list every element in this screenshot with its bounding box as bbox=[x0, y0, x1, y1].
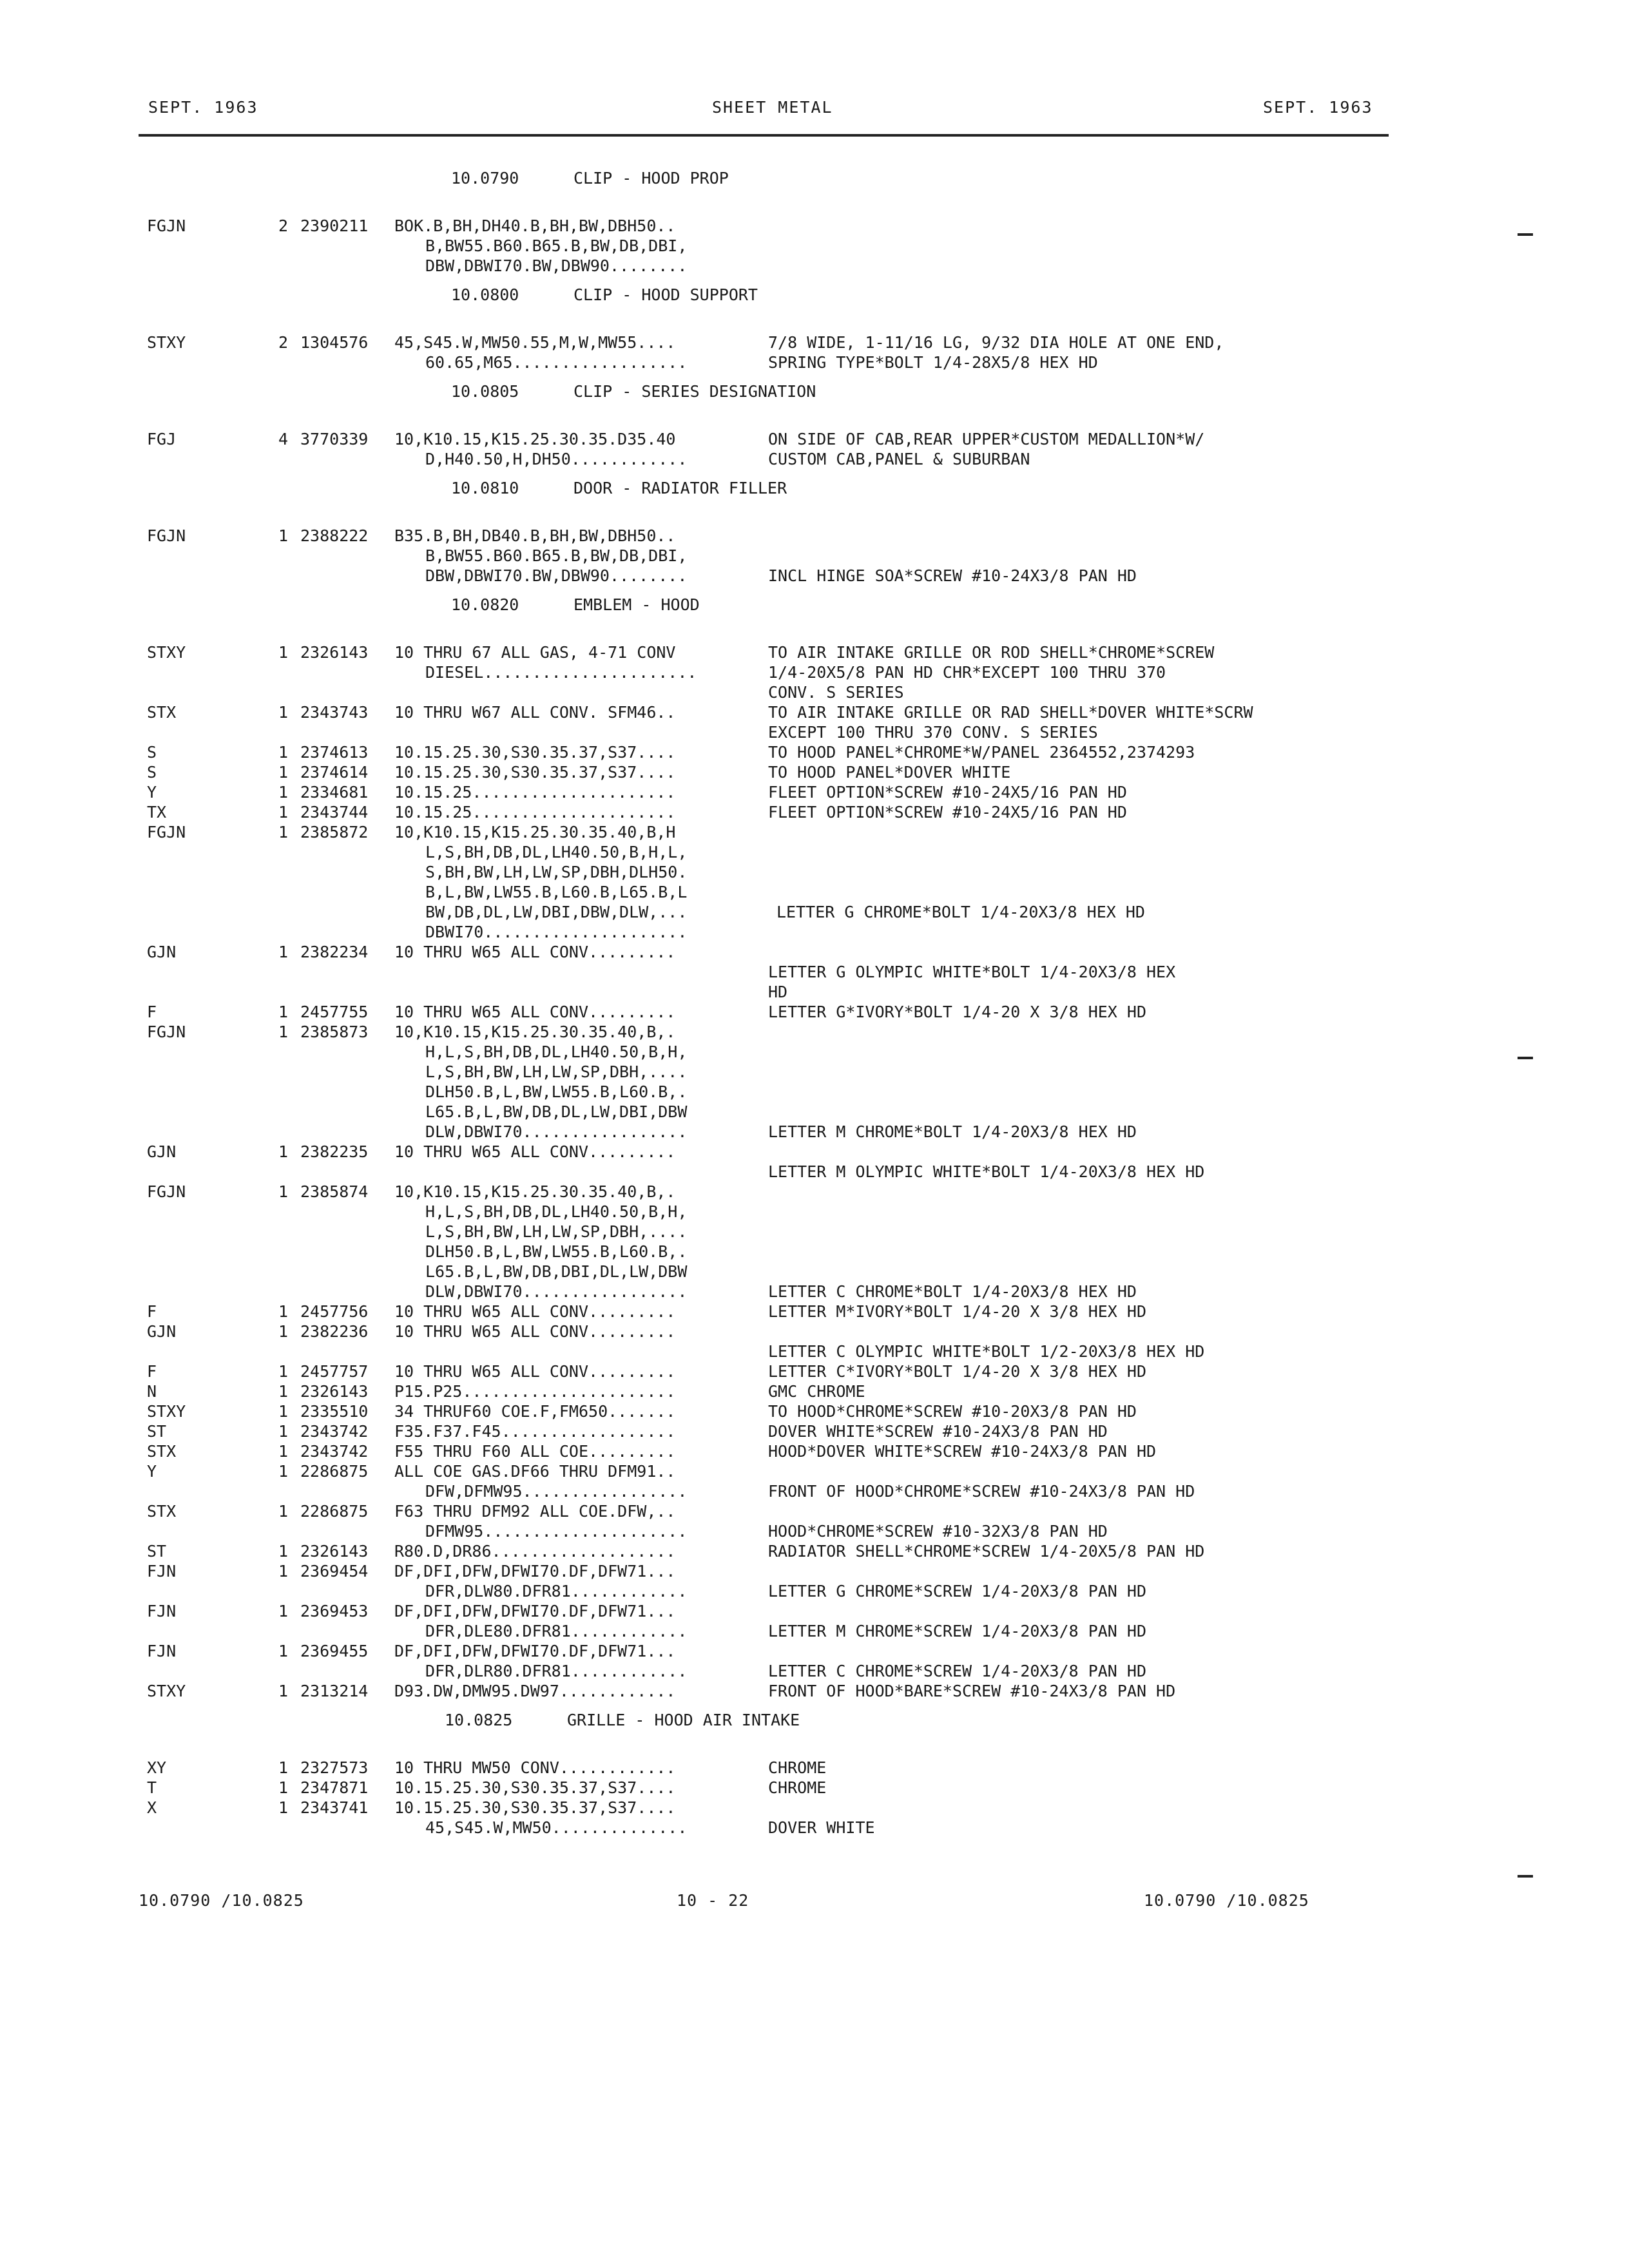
model-code: FJN bbox=[147, 1642, 177, 1660]
part-number: 2388222 bbox=[300, 526, 369, 545]
part-number: 2326143 bbox=[300, 643, 369, 662]
list-item bbox=[0, 843, 1629, 863]
description: FRONT OF HOOD*BARE*SCREW #10-24X3/8 PAN HD bbox=[768, 1682, 1176, 1700]
models: L65.B,L,BW,DB,DBI,DL,LW,DBW bbox=[425, 1262, 688, 1281]
list-item bbox=[0, 1262, 1629, 1282]
section-number: 10.0810 bbox=[451, 479, 519, 497]
list-item bbox=[0, 1182, 1629, 1202]
models: 60.65,M65.................. bbox=[425, 353, 688, 372]
description: FLEET OPTION*SCREW #10-24X5/16 PAN HD bbox=[768, 803, 1127, 822]
models: F55 THRU F60 ALL COE......... bbox=[394, 1442, 676, 1461]
description: TO AIR INTAKE GRILLE OR RAD SHELL*DOVER WHITE*SCRW bbox=[768, 703, 1253, 722]
list-item bbox=[0, 1682, 1629, 1702]
part-number: 2382236 bbox=[300, 1322, 369, 1341]
models: 10 THRU W65 ALL CONV......... bbox=[394, 1322, 676, 1341]
section-title: CLIP - HOOD SUPPORT bbox=[574, 285, 758, 304]
description: LETTER G*IVORY*BOLT 1/4-20 X 3/8 HEX HD bbox=[768, 1003, 1146, 1021]
models: 10,K10.15,K15.25.30.35.40,B,. bbox=[394, 1182, 676, 1201]
page-number: 10 - 22 bbox=[677, 1891, 749, 1910]
models: L,S,BH,DB,DL,LH40.50,B,H,L, bbox=[425, 843, 688, 861]
model-code: S bbox=[147, 743, 157, 762]
models: S,BH,BW,LH,LW,SP,DBH,DLH50. bbox=[425, 863, 688, 881]
models: 10 THRU W67 ALL CONV. SFM46.. bbox=[394, 703, 676, 722]
list-item bbox=[0, 1162, 1629, 1182]
model-code: GJN bbox=[147, 1322, 177, 1341]
quantity: 1 bbox=[278, 1302, 289, 1321]
list-item bbox=[0, 903, 1629, 923]
header-date-right: SEPT. 1963 bbox=[1263, 98, 1373, 117]
list-item bbox=[0, 1282, 1629, 1302]
models: DFR,DLE80.DFR81............ bbox=[425, 1622, 688, 1640]
models: DFMW95..................... bbox=[425, 1522, 688, 1541]
quantity: 1 bbox=[278, 1023, 289, 1041]
list-item bbox=[0, 1662, 1629, 1682]
part-number: 2334681 bbox=[300, 783, 369, 802]
list-item bbox=[0, 1402, 1629, 1422]
list-item bbox=[0, 1302, 1629, 1322]
description: FRONT OF HOOD*CHROME*SCREW #10-24X3/8 PAN HD bbox=[768, 1482, 1195, 1501]
model-code: FJN bbox=[147, 1562, 177, 1581]
list-item bbox=[0, 1778, 1629, 1798]
list-item bbox=[0, 1382, 1629, 1402]
model-code: FGJN bbox=[147, 823, 186, 841]
list-item bbox=[0, 1482, 1629, 1502]
part-number: 2382235 bbox=[300, 1142, 369, 1161]
models: 10.15.25.30,S30.35.37,S37.... bbox=[394, 743, 676, 762]
list-item bbox=[0, 1462, 1629, 1482]
list-item bbox=[0, 863, 1629, 883]
list-item bbox=[0, 803, 1629, 823]
list-item bbox=[0, 763, 1629, 783]
list-item bbox=[0, 1642, 1629, 1662]
list-item bbox=[0, 1043, 1629, 1062]
list-item bbox=[0, 1362, 1629, 1382]
models: 10.15.25.30,S30.35.37,S37.... bbox=[394, 1778, 676, 1797]
model-code: ST bbox=[147, 1422, 167, 1441]
quantity: 1 bbox=[278, 783, 289, 802]
part-number: 2286875 bbox=[300, 1462, 369, 1481]
section-number: 10.0805 bbox=[451, 382, 519, 401]
part-number: 2374613 bbox=[300, 743, 369, 762]
models: DFR,DLR80.DFR81............ bbox=[425, 1662, 688, 1680]
parts-list bbox=[0, 160, 1629, 1838]
quantity: 1 bbox=[278, 1502, 289, 1521]
quantity: 1 bbox=[278, 1462, 289, 1481]
description: LETTER C OLYMPIC WHITE*BOLT 1/2-20X3/8 HEX HD bbox=[768, 1342, 1205, 1361]
part-number: 2326143 bbox=[300, 1382, 369, 1401]
list-item bbox=[0, 430, 1629, 450]
quantity: 1 bbox=[278, 1758, 289, 1777]
list-item bbox=[0, 1582, 1629, 1602]
list-item bbox=[0, 256, 1629, 276]
part-number: 2343744 bbox=[300, 803, 369, 822]
models: DBWI70..................... bbox=[425, 923, 688, 941]
models: DBW,DBWI70.BW,DBW90........ bbox=[425, 256, 688, 275]
description: INCL HINGE SOA*SCREW #10-24X3/8 PAN HD bbox=[768, 566, 1137, 585]
section-number: 10.0820 bbox=[451, 595, 519, 614]
models: 10,K10.15,K15.25.30.35.D35.40 bbox=[394, 430, 676, 448]
models: L65.B,L,BW,DB,DL,LW,DBI,DBW bbox=[425, 1102, 688, 1121]
description: SPRING TYPE*BOLT 1/4-28X5/8 HEX HD bbox=[768, 353, 1098, 372]
model-code: FGJ bbox=[147, 430, 177, 448]
models: L,S,BH,BW,LH,LW,SP,DBH,.... bbox=[425, 1222, 688, 1241]
model-code: F bbox=[147, 1003, 157, 1021]
quantity: 2 bbox=[278, 333, 289, 352]
description: HOOD*DOVER WHITE*SCREW #10-24X3/8 PAN HD bbox=[768, 1442, 1157, 1461]
section-heading bbox=[0, 586, 1629, 625]
models: DLH50.B,L,BW,LW55.B,L60.B,. bbox=[425, 1082, 688, 1101]
list-item bbox=[0, 1602, 1629, 1622]
models: D,H40.50,H,DH50............ bbox=[425, 450, 688, 468]
list-item bbox=[0, 1422, 1629, 1442]
description: LETTER M CHROME*SCREW 1/4-20X3/8 PAN HD bbox=[768, 1622, 1146, 1640]
list-item bbox=[0, 1003, 1629, 1023]
part-number: 2286875 bbox=[300, 1502, 369, 1521]
description: TO HOOD PANEL*DOVER WHITE bbox=[768, 763, 1011, 782]
models: DLH50.B,L,BW,LW55.B,L60.B,. bbox=[425, 1242, 688, 1261]
quantity: 1 bbox=[278, 823, 289, 841]
section-heading bbox=[0, 1702, 1629, 1740]
models: 10.15.25..................... bbox=[394, 783, 676, 802]
quantity: 1 bbox=[278, 1442, 289, 1461]
list-item bbox=[0, 1122, 1629, 1142]
part-number: 3770339 bbox=[300, 430, 369, 448]
models: B35.B,BH,DB40.B,BH,BW,DBH50.. bbox=[394, 526, 676, 545]
header-date-left: SEPT. 1963 bbox=[148, 98, 258, 117]
list-item bbox=[0, 1342, 1629, 1362]
model-code: GJN bbox=[147, 943, 177, 961]
models: 10.15.25.30,S30.35.37,S37.... bbox=[394, 1798, 676, 1817]
quantity: 1 bbox=[278, 803, 289, 822]
models: B,L,BW,LW55.B,L60.B,L65.B,L bbox=[425, 883, 688, 901]
model-code: F bbox=[147, 1362, 157, 1381]
part-number: 2382234 bbox=[300, 943, 369, 961]
model-code: STXY bbox=[147, 643, 186, 662]
list-item bbox=[0, 1102, 1629, 1122]
models: DIESEL...................... bbox=[425, 663, 697, 682]
list-item bbox=[0, 1082, 1629, 1102]
description: 1/4-20X5/8 PAN HD CHR*EXCEPT 100 THRU 370 bbox=[768, 663, 1166, 682]
models: 10.15.25..................... bbox=[394, 803, 676, 822]
part-number: 2327573 bbox=[300, 1758, 369, 1777]
part-number: 2390211 bbox=[300, 216, 369, 235]
section-heading bbox=[0, 276, 1629, 315]
models: L,S,BH,BW,LH,LW,SP,DBH,.... bbox=[425, 1062, 688, 1081]
model-code: ST bbox=[147, 1542, 167, 1561]
quantity: 1 bbox=[278, 526, 289, 545]
model-code: STX bbox=[147, 703, 177, 722]
list-item bbox=[0, 883, 1629, 903]
list-item bbox=[0, 943, 1629, 963]
list-item bbox=[0, 783, 1629, 803]
quantity: 1 bbox=[278, 1402, 289, 1421]
section-number: 10.0825 bbox=[445, 1711, 513, 1729]
quantity: 1 bbox=[278, 1182, 289, 1201]
models: DBW,DBWI70.BW,DBW90........ bbox=[425, 566, 688, 585]
models: 10 THRU W65 ALL CONV......... bbox=[394, 1142, 676, 1161]
model-code: FGJN bbox=[147, 216, 186, 235]
quantity: 1 bbox=[278, 1778, 289, 1797]
part-number: 2457757 bbox=[300, 1362, 369, 1381]
models: 45,S45.W,MW50.55,M,W,MW55.... bbox=[394, 333, 676, 352]
list-item bbox=[0, 1562, 1629, 1582]
quantity: 1 bbox=[278, 1562, 289, 1581]
description: HD bbox=[768, 983, 788, 1001]
description: FLEET OPTION*SCREW #10-24X5/16 PAN HD bbox=[768, 783, 1127, 802]
part-number: 2343742 bbox=[300, 1422, 369, 1441]
models: 10 THRU MW50 CONV............ bbox=[394, 1758, 676, 1777]
models: 45,S45.W,MW50.............. bbox=[425, 1818, 688, 1837]
model-code: FGJN bbox=[147, 1023, 186, 1041]
description: GMC CHROME bbox=[768, 1382, 865, 1401]
description: CONV. S SERIES bbox=[768, 683, 904, 702]
header-rule bbox=[139, 134, 1389, 137]
part-number: 2347871 bbox=[300, 1778, 369, 1797]
section-heading bbox=[0, 470, 1629, 508]
section-number: 10.0790 bbox=[451, 169, 519, 187]
description: LETTER G CHROME*SCREW 1/4-20X3/8 PAN HD bbox=[768, 1582, 1146, 1600]
list-item bbox=[0, 566, 1629, 586]
list-item bbox=[0, 1502, 1629, 1522]
models: 10 THRU W65 ALL CONV......... bbox=[394, 1003, 676, 1021]
list-item bbox=[0, 983, 1629, 1003]
part-number: 2313214 bbox=[300, 1682, 369, 1700]
list-item bbox=[0, 723, 1629, 743]
model-code: STXY bbox=[147, 1682, 186, 1700]
description: LETTER G CHROME*BOLT 1/4-20X3/8 HEX HD bbox=[776, 903, 1145, 921]
model-code: S bbox=[147, 763, 157, 782]
section-title: DOOR - RADIATOR FILLER bbox=[574, 479, 787, 497]
list-item bbox=[0, 546, 1629, 566]
models: D93.DW,DMW95.DW97............ bbox=[394, 1682, 676, 1700]
models: F35.F37.F45.................. bbox=[394, 1422, 676, 1441]
part-number: 2369454 bbox=[300, 1562, 369, 1581]
list-item bbox=[0, 1242, 1629, 1262]
list-item bbox=[0, 923, 1629, 943]
models: P15.P25...................... bbox=[394, 1382, 676, 1401]
models: DLW,DBWI70................. bbox=[425, 1282, 688, 1301]
part-number: 2385873 bbox=[300, 1023, 369, 1041]
part-number: 2457755 bbox=[300, 1003, 369, 1021]
quantity: 4 bbox=[278, 430, 289, 448]
model-code: Y bbox=[147, 783, 157, 802]
model-code: F bbox=[147, 1302, 157, 1321]
description: LETTER C CHROME*SCREW 1/4-20X3/8 PAN HD bbox=[768, 1662, 1146, 1680]
models: 10,K10.15,K15.25.30.35.40,B,H bbox=[394, 823, 676, 841]
description: CUSTOM CAB,PANEL & SUBURBAN bbox=[768, 450, 1030, 468]
list-item bbox=[0, 823, 1629, 843]
models: DLW,DBWI70................. bbox=[425, 1122, 688, 1141]
part-number: 2343742 bbox=[300, 1442, 369, 1461]
models: F63 THRU DFM92 ALL COE.DFW,.. bbox=[394, 1502, 676, 1521]
part-number: 2385872 bbox=[300, 823, 369, 841]
description: TO AIR INTAKE GRILLE OR ROD SHELL*CHROME*SCREW bbox=[768, 643, 1215, 662]
model-code: STX bbox=[147, 1502, 177, 1521]
model-code: STX bbox=[147, 1442, 177, 1461]
quantity: 1 bbox=[278, 1142, 289, 1161]
quantity: 1 bbox=[278, 1362, 289, 1381]
models: 10 THRU 67 ALL GAS, 4-71 CONV bbox=[394, 643, 676, 662]
model-code: FGJN bbox=[147, 526, 186, 545]
models: DF,DFI,DFW,DFWI70.DF,DFW71... bbox=[394, 1642, 676, 1660]
list-item bbox=[0, 1142, 1629, 1162]
list-item bbox=[0, 1758, 1629, 1778]
list-item bbox=[0, 1818, 1629, 1838]
models: DF,DFI,DFW,DFWI70.DF,DFW71... bbox=[394, 1602, 676, 1620]
list-item bbox=[0, 1062, 1629, 1082]
model-code: STXY bbox=[147, 1402, 186, 1421]
description: DOVER WHITE*SCREW #10-24X3/8 PAN HD bbox=[768, 1422, 1108, 1441]
models: 10,K10.15,K15.25.30.35.40,B,. bbox=[394, 1023, 676, 1041]
part-number: 1304576 bbox=[300, 333, 369, 352]
description: LETTER M CHROME*BOLT 1/4-20X3/8 HEX HD bbox=[768, 1122, 1137, 1141]
quantity: 1 bbox=[278, 1382, 289, 1401]
models: H,L,S,BH,DB,DL,LH40.50,B,H, bbox=[425, 1202, 688, 1221]
model-code: XY bbox=[147, 1758, 167, 1777]
model-code: GJN bbox=[147, 1142, 177, 1161]
quantity: 1 bbox=[278, 1422, 289, 1441]
section-title: EMBLEM - HOOD bbox=[574, 595, 700, 614]
description: EXCEPT 100 THRU 370 CONV. S SERIES bbox=[768, 723, 1098, 742]
description: TO HOOD*CHROME*SCREW #10-20X3/8 PAN HD bbox=[768, 1402, 1137, 1421]
model-code: X bbox=[147, 1798, 157, 1817]
description: LETTER C CHROME*BOLT 1/4-20X3/8 HEX HD bbox=[768, 1282, 1137, 1301]
list-item bbox=[0, 683, 1629, 703]
quantity: 1 bbox=[278, 1542, 289, 1561]
models: DFR,DLW80.DFR81............ bbox=[425, 1582, 688, 1600]
list-item bbox=[0, 1322, 1629, 1342]
part-number: 2369455 bbox=[300, 1642, 369, 1660]
quantity: 1 bbox=[278, 1602, 289, 1620]
description: LETTER G OLYMPIC WHITE*BOLT 1/4-20X3/8 HEX bbox=[768, 963, 1176, 981]
models: BOK.B,BH,DH40.B,BH,BW,DBH50.. bbox=[394, 216, 676, 235]
section-heading bbox=[0, 160, 1629, 198]
part-number: 2457756 bbox=[300, 1302, 369, 1321]
model-code: TX bbox=[147, 803, 167, 822]
part-number: 2326143 bbox=[300, 1542, 369, 1561]
quantity: 1 bbox=[278, 763, 289, 782]
list-item bbox=[0, 216, 1629, 236]
list-item bbox=[0, 1442, 1629, 1462]
models: DF,DFI,DFW,DFWI70.DF,DFW71... bbox=[394, 1562, 676, 1581]
quantity: 2 bbox=[278, 216, 289, 235]
description: CHROME bbox=[768, 1758, 827, 1777]
list-item bbox=[0, 450, 1629, 470]
model-code: N bbox=[147, 1382, 157, 1401]
model-code: STXY bbox=[147, 333, 186, 352]
section-title: CLIP - SERIES DESIGNATION bbox=[574, 382, 816, 401]
model-code: FJN bbox=[147, 1602, 177, 1620]
quantity: 1 bbox=[278, 1798, 289, 1817]
quantity: 1 bbox=[278, 643, 289, 662]
description: ON SIDE OF CAB,REAR UPPER*CUSTOM MEDALLION*W/ bbox=[768, 430, 1205, 448]
models: ALL COE GAS.DF66 THRU DFM91.. bbox=[394, 1462, 676, 1481]
models: 10 THRU W65 ALL CONV......... bbox=[394, 943, 676, 961]
models: 10 THRU W65 ALL CONV......... bbox=[394, 1362, 676, 1381]
models: 34 THRUF60 COE.F,FM650....... bbox=[394, 1402, 676, 1421]
part-number: 2385874 bbox=[300, 1182, 369, 1201]
description: RADIATOR SHELL*CHROME*SCREW 1/4-20X5/8 PAN HD bbox=[768, 1542, 1205, 1561]
list-item bbox=[0, 1522, 1629, 1542]
models: BW,DB,DL,LW,DBI,DBW,DLW,... bbox=[425, 903, 688, 921]
quantity: 1 bbox=[278, 703, 289, 722]
models: 10 THRU W65 ALL CONV......... bbox=[394, 1302, 676, 1321]
list-item bbox=[0, 353, 1629, 373]
description: TO HOOD PANEL*CHROME*W/PANEL 2364552,2374293 bbox=[768, 743, 1195, 762]
description: DOVER WHITE bbox=[768, 1818, 875, 1837]
footer-range-right: 10.0790 /10.0825 bbox=[1144, 1891, 1309, 1910]
list-item bbox=[0, 643, 1629, 663]
quantity: 1 bbox=[278, 1322, 289, 1341]
description: LETTER C*IVORY*BOLT 1/4-20 X 3/8 HEX HD bbox=[768, 1362, 1146, 1381]
models: B,BW55.B60.B65.B,BW,DB,DBI, bbox=[425, 236, 688, 255]
list-item bbox=[0, 1023, 1629, 1043]
model-code: Y bbox=[147, 1462, 157, 1481]
section-title: CLIP - HOOD PROP bbox=[574, 169, 729, 187]
footer-range-left: 10.0790 /10.0825 bbox=[139, 1891, 304, 1910]
quantity: 1 bbox=[278, 1003, 289, 1021]
part-number: 2343741 bbox=[300, 1798, 369, 1817]
models: H,L,S,BH,DB,DL,LH40.50,B,H, bbox=[425, 1043, 688, 1061]
model-code: T bbox=[147, 1778, 157, 1797]
description: LETTER M OLYMPIC WHITE*BOLT 1/4-20X3/8 HEX HD bbox=[768, 1162, 1205, 1181]
description: LETTER M*IVORY*BOLT 1/4-20 X 3/8 HEX HD bbox=[768, 1302, 1146, 1321]
list-item bbox=[0, 1798, 1629, 1818]
models: R80.D,DR86................... bbox=[394, 1542, 676, 1561]
models: DFW,DFMW95................. bbox=[425, 1482, 688, 1501]
section-heading bbox=[0, 373, 1629, 412]
section-number: 10.0800 bbox=[451, 285, 519, 304]
list-item bbox=[0, 1222, 1629, 1242]
part-number: 2369453 bbox=[300, 1602, 369, 1620]
list-item bbox=[0, 703, 1629, 723]
part-number: 2343743 bbox=[300, 703, 369, 722]
list-item bbox=[0, 743, 1629, 763]
part-number: 2374614 bbox=[300, 763, 369, 782]
quantity: 1 bbox=[278, 943, 289, 961]
section-title: GRILLE - HOOD AIR INTAKE bbox=[567, 1711, 800, 1729]
models: 10.15.25.30,S30.35.37,S37.... bbox=[394, 763, 676, 782]
description: 7/8 WIDE, 1-11/16 LG, 9/32 DIA HOLE AT ONE END, bbox=[768, 333, 1224, 352]
list-item bbox=[0, 333, 1629, 353]
models: B,BW55.B60.B65.B,BW,DB,DBI, bbox=[425, 546, 688, 565]
list-item bbox=[0, 663, 1629, 683]
list-item bbox=[0, 1542, 1629, 1562]
header-title: SHEET METAL bbox=[712, 98, 833, 117]
model-code: FGJN bbox=[147, 1182, 186, 1201]
description: HOOD*CHROME*SCREW #10-32X3/8 PAN HD bbox=[768, 1522, 1108, 1541]
quantity: 1 bbox=[278, 1682, 289, 1700]
quantity: 1 bbox=[278, 1642, 289, 1660]
margin-mark bbox=[1518, 1875, 1533, 1878]
part-number: 2335510 bbox=[300, 1402, 369, 1421]
description: CHROME bbox=[768, 1778, 827, 1797]
list-item bbox=[0, 963, 1629, 983]
list-item bbox=[0, 526, 1629, 546]
list-item bbox=[0, 236, 1629, 256]
list-item bbox=[0, 1202, 1629, 1222]
list-item bbox=[0, 1622, 1629, 1642]
quantity: 1 bbox=[278, 743, 289, 762]
